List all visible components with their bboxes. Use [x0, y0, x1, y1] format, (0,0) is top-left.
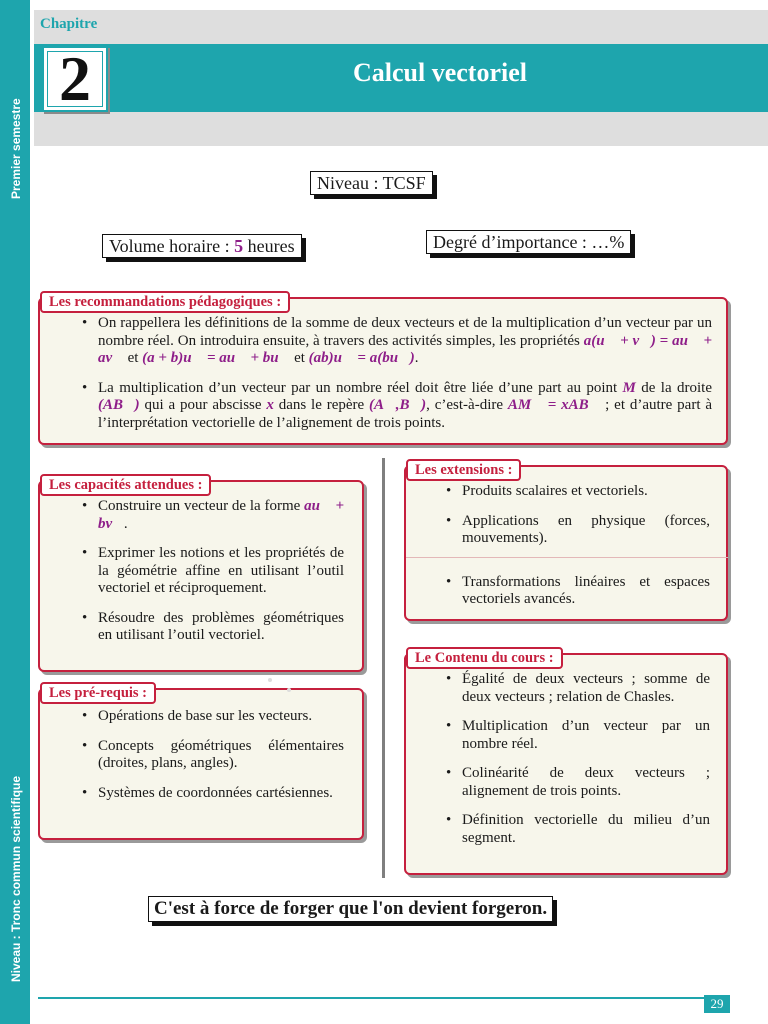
list-item: • Produits scalaires et vectoriels. [446, 483, 710, 501]
list-item: • Transformations linéaires et espaces vectoriels avancés. [446, 574, 710, 609]
capacities-panel [38, 480, 364, 672]
recommendations-list [82, 315, 712, 444]
rec-item2-e: , c’est-à-dire [426, 397, 508, 413]
footer-line [38, 997, 730, 999]
chapter-number: 2 [59, 43, 91, 114]
extensions-panel [404, 465, 728, 621]
rec-item2-b: de la droite [635, 379, 712, 396]
formula: x [266, 397, 274, 413]
prerequisites-label: Les pré-requis : [40, 682, 156, 704]
decorative-dot [268, 678, 272, 682]
formula: au⃗ + bv⃗ [98, 498, 344, 532]
list-item: • Exprimer les notions et les propriétés de la géométrie affine en utilisant l’outil vectoriel et réciproquement. [82, 545, 344, 598]
volume-prefix: Volume horaire : [109, 236, 235, 256]
list-item: • Concepts géométriques élémentaires (droites, plans, angles). [82, 738, 344, 773]
prerequisites-panel [38, 688, 364, 840]
course-content-label: Le Contenu du cours : [406, 647, 563, 669]
course-content-list [446, 671, 710, 859]
list-item: • Résoudre des problèmes géométriques en utilisant l’outil vectoriel. [82, 610, 344, 645]
formula: (A⃗,B⃗) [369, 397, 427, 413]
list-item: • Égalité de deux vecteurs ; somme de deux vecteurs ; relation de Chasles. [446, 671, 710, 706]
semester-label: Premier semestre [9, 98, 23, 199]
recommendations-label: Les recommandations pédagogiques : [40, 291, 290, 313]
volume-tag [102, 234, 302, 258]
rec-item1-end: . [414, 350, 419, 366]
list-item: • Applications en physique (forces, mouvements). [446, 513, 710, 548]
formula: AM⃗ = xAB⃗ [507, 397, 601, 413]
prerequisites-list [82, 708, 344, 814]
rec-item2-c: qui a pour abscisse [139, 397, 267, 413]
importance-tag: Degré d’importance : …% [426, 230, 631, 254]
list-item: • Opérations de base sur les vecteurs. [82, 708, 344, 726]
list-item [82, 380, 712, 433]
list-item [82, 498, 344, 533]
extensions-divider [406, 557, 728, 558]
volume-suffix: heures [243, 236, 295, 256]
chapter-title: Calcul vectoriel [353, 58, 527, 87]
rec-item1-and1: et [123, 350, 143, 366]
list-item [82, 315, 712, 368]
column-separator [382, 458, 385, 878]
formula: (a + b)u⃗ = au⃗ + bu⃗ [142, 350, 291, 366]
formula: (AB⃗) [98, 397, 140, 413]
rec-item1-and2: et [290, 350, 309, 366]
proverb-quote: C'est à force de forger que l'on devient forgeron. [148, 896, 553, 922]
page-number: 29 [704, 995, 730, 1013]
extensions-list [446, 483, 710, 621]
list-item: • Multiplication d’un vecteur par un nombre réel. [446, 718, 710, 753]
list-item: • Définition vectorielle du milieu d’un segment. [446, 812, 710, 847]
cap-item1-text: Construire un vecteur de la forme [98, 498, 305, 514]
recommendations-panel [38, 297, 728, 445]
rec-item1-text: On rappellera les définitions de la somme de deux vecteurs et de la multiplication d’un vecteur par un nombre réel. On introduira ensuite, à travers des activités simples, les propriétés [98, 315, 712, 349]
level-label: Niveau : Tronc commun scientifique [9, 775, 23, 982]
rec-item2-f: ; et d’autre part à l’interprétation vectorielle de l’alignement de trois points. [98, 397, 712, 431]
rec-item2-a: La multiplication d’un vecteur par un nombre réel doit être liée d’une part au point [98, 379, 623, 396]
formula: M [622, 379, 636, 396]
formula: a(u⃗ + v⃗) = au⃗ + av⃗ [98, 332, 712, 366]
decorative-dot [287, 688, 291, 692]
volume-value: 5 [234, 236, 244, 256]
chapter-label: Chapitre [40, 16, 98, 32]
list-item: • Colinéarité de deux vecteurs ; alignement de trois points. [446, 765, 710, 800]
rec-item2-d: dans le repère [273, 397, 370, 413]
course-content-panel [404, 653, 728, 875]
level-tag: Niveau : TCSF [310, 171, 433, 195]
chapter-number-box [42, 43, 108, 114]
extensions-label: Les extensions : [406, 459, 521, 481]
formula: (ab)u⃗ = a(bu⃗) [308, 350, 415, 366]
cap-item1-end: . [123, 515, 128, 532]
capacities-list [82, 498, 344, 657]
list-item: • Systèmes de coordonnées cartésiennes. [82, 785, 344, 803]
capacities-label: Les capacités attendues : [40, 474, 211, 496]
